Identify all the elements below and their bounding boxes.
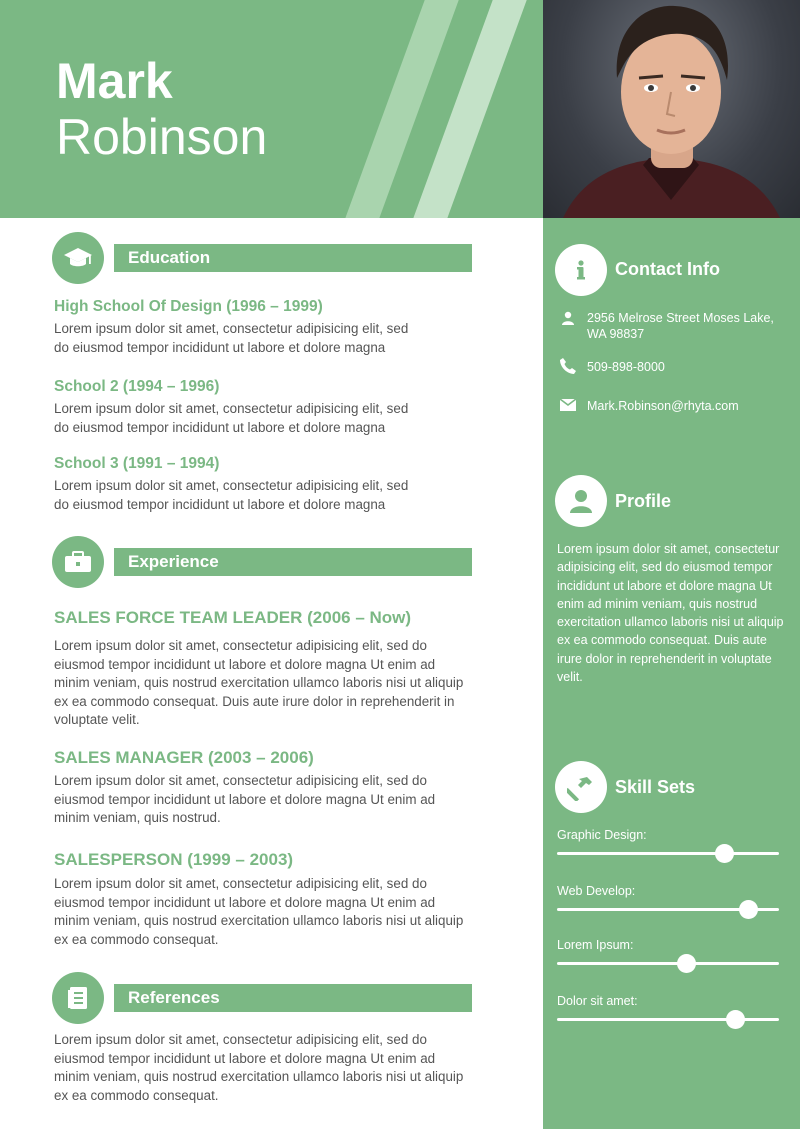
skill-label: Graphic Design: (557, 828, 647, 842)
education-title: School 2 (1994 – 1996) (54, 378, 220, 395)
skill-track (557, 852, 779, 855)
contact-address (557, 310, 786, 342)
text-line: do eiusmod tempor incididunt ut labore et dolore magna (54, 496, 386, 512)
education-title: High School Of Design (1996 – 1999) (54, 298, 323, 315)
last-name: Robinson (56, 109, 268, 165)
info-icon (555, 244, 607, 296)
person-icon (557, 310, 579, 330)
profile-text: Lorem ipsum dolor sit amet, consectetur adipisicing elit, sed do eiusmod tempor incididunt ut labore et dolore magna Ut enim ad minim veniam, quis nostrud exercitation ullamco laboris nisi ut aliquip ex ea commodo consequat. Duis aute irure dolor in reprehenderit in voluptate velit. (557, 542, 784, 685)
address-line: 2956 Melrose Street Moses Lake, (587, 311, 774, 325)
contact-email (557, 398, 786, 418)
references-heading: References (114, 984, 472, 1012)
email-text: Mark.Robinson@rhyta.com (587, 399, 739, 413)
experience-text: Lorem ipsum dolor sit amet, consectetur adipisicing elit, sed do eiusmod tempor incididunt ut labore et dolore magna Ut enim ad minim veniam, quis nostrud exercitation ullamco laboris nisi ut aliquip ex ea commodo consequat. (54, 876, 464, 947)
phone-icon (557, 357, 579, 377)
experience-text: Lorem ipsum dolor sit amet, consectetur adipisicing elit, sed do eiusmod tempor incididunt ut labore et dolore magna Ut enim ad minim veniam, quis nostrud exercitation ullamco laboris nisi ut aliquip ex ea commodo consequat. Duis aute irure dolor in reprehenderit in voluptate velit. (54, 638, 464, 727)
education-text (54, 477, 474, 514)
first-name: Mark (56, 53, 173, 109)
experience-title: SALES FORCE TEAM LEADER (2006 – Now) (54, 608, 412, 627)
skill-item (557, 994, 779, 1008)
address-line: WA 98837 (587, 327, 645, 341)
skill-knob (739, 900, 758, 919)
hammer-icon (555, 761, 607, 813)
skill-track (557, 1018, 779, 1021)
sidebar (543, 218, 800, 1129)
mail-icon (557, 398, 579, 418)
text-line: Lorem ipsum dolor sit amet, consectetur adipisicing elit, sed (54, 401, 409, 416)
skill-item (557, 884, 779, 898)
experience-text: Lorem ipsum dolor sit amet, consectetur adipisicing elit, sed do eiusmod tempor incididunt ut labore et dolore magna Ut enim ad minim veniam, quis nostrud. (54, 773, 436, 825)
contact-title: Contact Info (615, 259, 720, 279)
education-text (54, 400, 474, 437)
skill-knob (726, 1010, 745, 1029)
education-title: School 3 (1991 – 1994) (54, 455, 220, 472)
skill-item (557, 938, 779, 952)
skill-knob (677, 954, 696, 973)
education-text (54, 320, 474, 357)
skill-track (557, 962, 779, 965)
experience-title: SALESPERSON (1999 – 2003) (54, 850, 294, 869)
experience-heading: Experience (114, 548, 472, 576)
references-text: Lorem ipsum dolor sit amet, consectetur adipisicing elit, sed do eiusmod tempor incididunt ut labore et dolore magna Ut enim ad minim veniam, quis nostrud exercitation ullamco laboris nisi ut aliquip ex ea commodo consequat. (54, 1032, 464, 1103)
experience-title: SALES MANAGER (2003 – 2006) (54, 748, 314, 767)
text-line: Lorem ipsum dolor sit amet, consectetur adipisicing elit, sed (54, 321, 409, 336)
user-icon (555, 475, 607, 527)
skill-label: Lorem Ipsum: (557, 938, 634, 952)
document-icon (52, 972, 104, 1024)
graduation-cap-icon (52, 232, 104, 284)
text-line: do eiusmod tempor incididunt ut labore et dolore magna (54, 419, 386, 435)
skill-knob (715, 844, 734, 863)
text-line: Lorem ipsum dolor sit amet, consectetur adipisicing elit, sed (54, 478, 409, 493)
header-band (0, 0, 543, 218)
skill-label: Web Develop: (557, 884, 636, 898)
briefcase-icon (52, 536, 104, 588)
phone-text: 509-898-8000 (587, 360, 665, 374)
skill-label: Dolor sit amet: (557, 994, 638, 1008)
profile-photo (543, 0, 800, 218)
contact-phone (557, 357, 786, 377)
text-line: do eiusmod tempor incididunt ut labore et dolore magna (54, 339, 386, 355)
skills-title: Skill Sets (615, 777, 696, 797)
profile-title: Profile (615, 491, 672, 511)
skill-item (557, 828, 779, 842)
education-heading: Education (114, 244, 472, 272)
